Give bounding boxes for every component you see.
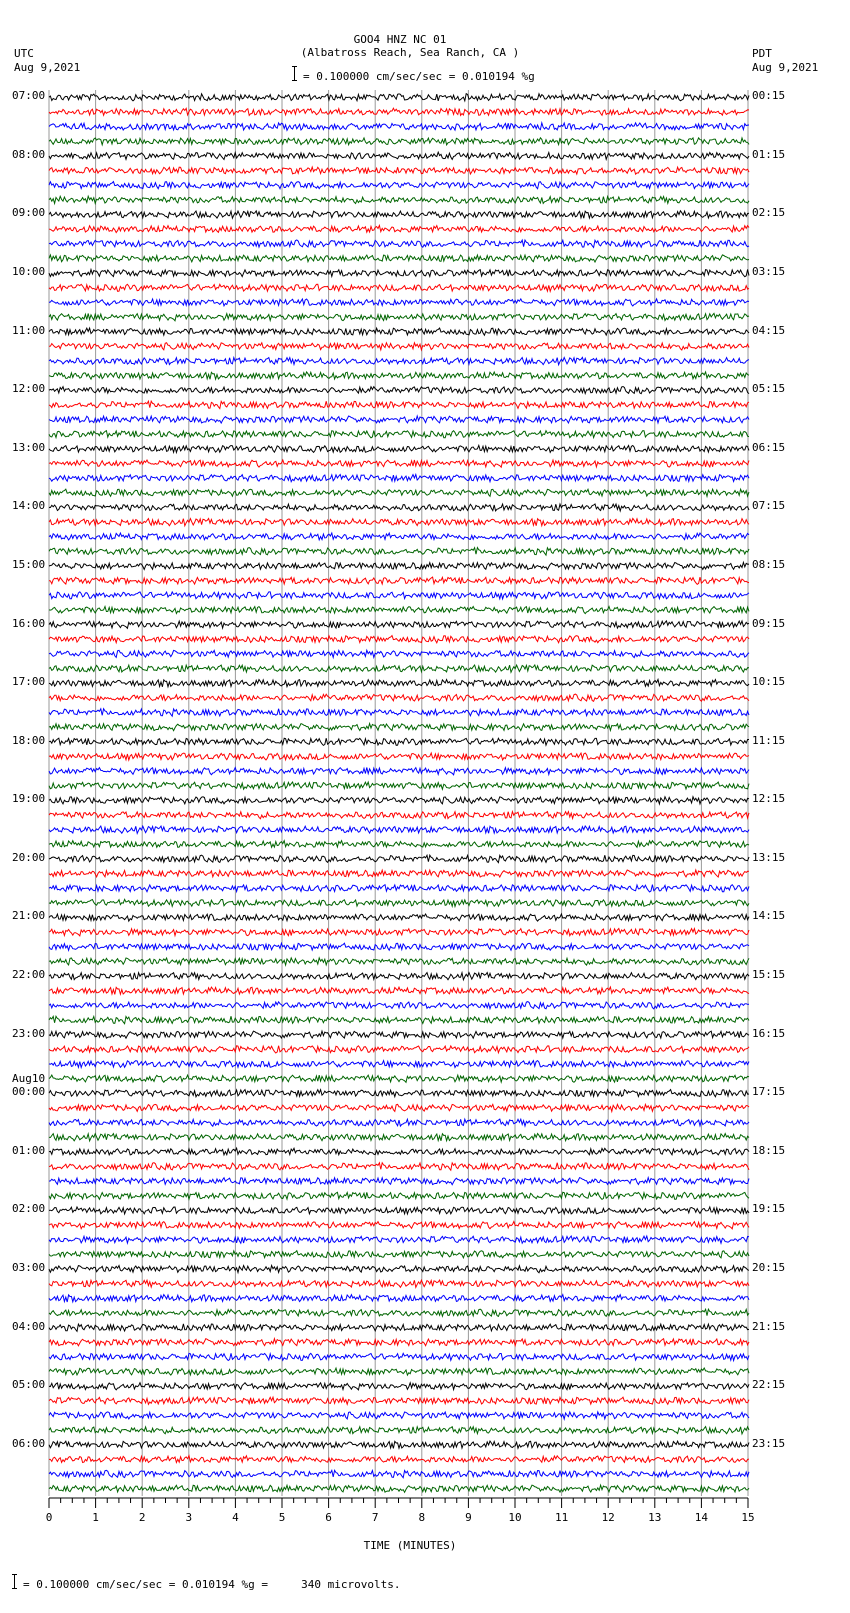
utc-hour-label: 10:00 bbox=[12, 265, 46, 279]
seismic-trace bbox=[49, 592, 749, 599]
x-tick-label: 1 bbox=[92, 1511, 99, 1524]
seismic-trace bbox=[49, 973, 749, 980]
seismic-trace bbox=[49, 152, 749, 159]
seismic-trace bbox=[49, 724, 749, 731]
seismic-trace bbox=[49, 1046, 749, 1053]
scale-text: = 0.100000 cm/sec/sec = 0.010194 %g bbox=[303, 70, 535, 83]
pdt-hour-label: 22:15 bbox=[752, 1378, 786, 1392]
seismic-trace bbox=[49, 812, 749, 819]
utc-hour-label: 05:00 bbox=[12, 1378, 46, 1392]
utc-hour-label: 00:00 bbox=[12, 1085, 46, 1099]
x-tick-label: 15 bbox=[741, 1511, 755, 1524]
seismic-trace bbox=[49, 679, 749, 686]
x-tick-label: 12 bbox=[601, 1511, 615, 1524]
pdt-hour-label: 00:15 bbox=[752, 89, 786, 103]
x-tick-label: 13 bbox=[648, 1511, 662, 1524]
seismic-trace bbox=[49, 343, 749, 350]
utc-hour-label: 04:00 bbox=[12, 1319, 46, 1333]
utc-hour-label: 20:00 bbox=[12, 850, 46, 864]
station-location: (Albatross Reach, Sea Ranch, CA ) bbox=[300, 46, 520, 59]
seismic-trace bbox=[49, 855, 749, 862]
pdt-hour-label: 19:15 bbox=[752, 1202, 786, 1216]
seismic-trace bbox=[49, 1470, 749, 1477]
seismic-trace bbox=[49, 182, 749, 189]
x-tick-label: 9 bbox=[465, 1511, 472, 1524]
seismic-trace bbox=[49, 108, 749, 115]
x-tick-label: 6 bbox=[325, 1511, 332, 1524]
pdt-hour-label: 14:15 bbox=[752, 909, 786, 923]
seismic-trace bbox=[49, 1485, 749, 1492]
pdt-hour-label: 09:15 bbox=[752, 616, 786, 630]
footer-scale-text: = 0.100000 cm/sec/sec = 0.010194 %g = 340 microvolts. bbox=[23, 1578, 401, 1591]
seismic-trace bbox=[49, 1119, 749, 1126]
seismic-trace bbox=[49, 665, 749, 672]
x-tick-label: 7 bbox=[371, 1511, 379, 1524]
seismic-trace bbox=[49, 914, 749, 921]
seismic-trace bbox=[49, 1456, 749, 1463]
seismic-trace bbox=[49, 958, 749, 965]
seismic-trace bbox=[49, 416, 749, 423]
seismic-trace bbox=[49, 738, 749, 745]
right-timezone: PDT bbox=[752, 47, 772, 60]
seismic-trace bbox=[49, 826, 749, 833]
pdt-hour-label: 08:15 bbox=[752, 557, 786, 571]
seismic-trace bbox=[49, 1353, 749, 1360]
utc-hour-label: 18:00 bbox=[12, 733, 46, 747]
seismic-trace bbox=[49, 431, 749, 438]
seismic-trace bbox=[49, 577, 749, 584]
seismic-trace bbox=[49, 1309, 749, 1316]
seismic-trace bbox=[49, 1412, 749, 1419]
x-tick-label: 14 bbox=[694, 1511, 709, 1524]
pdt-hour-label: 17:15 bbox=[752, 1085, 786, 1099]
seismic-trace bbox=[49, 753, 749, 760]
seismic-trace bbox=[49, 606, 749, 613]
utc-hour-label: 02:00 bbox=[12, 1202, 46, 1216]
x-tick-label: 5 bbox=[278, 1511, 286, 1524]
utc-hour-label: 03:00 bbox=[12, 1260, 46, 1274]
seismic-trace bbox=[49, 1295, 749, 1302]
seismic-trace bbox=[49, 1090, 749, 1097]
seismic-trace bbox=[49, 1002, 749, 1009]
utc-hour-label: 19:00 bbox=[12, 792, 46, 806]
seismic-trace bbox=[49, 782, 749, 789]
seismic-trace bbox=[49, 533, 749, 540]
x-tick-label: 10 bbox=[508, 1511, 522, 1524]
pdt-hour-label: 10:15 bbox=[752, 675, 786, 689]
utc-hour-label: 12:00 bbox=[12, 382, 46, 396]
seismic-trace bbox=[49, 240, 749, 248]
x-tick-label: 2 bbox=[138, 1511, 146, 1524]
seismic-trace bbox=[49, 1207, 749, 1214]
utc-hour-label: 21:00 bbox=[12, 909, 46, 923]
pdt-hour-label: 07:15 bbox=[752, 499, 786, 513]
utc-hour-label: 07:00 bbox=[12, 89, 46, 103]
utc-hour-label: 01:00 bbox=[12, 1143, 46, 1157]
seismic-trace bbox=[49, 518, 749, 525]
seismic-trace bbox=[49, 460, 749, 467]
seismic-trace bbox=[49, 841, 749, 848]
pdt-hour-label: 11:15 bbox=[752, 733, 786, 747]
pdt-hour-label: 16:15 bbox=[752, 1026, 786, 1040]
seismic-trace bbox=[49, 167, 749, 174]
x-tick-label: 11 bbox=[554, 1511, 569, 1524]
footer-scale-bar-icon bbox=[12, 1574, 17, 1589]
seismic-trace bbox=[49, 694, 749, 701]
seismic-trace bbox=[49, 357, 749, 364]
seismic-trace bbox=[49, 1163, 749, 1171]
seismic-trace bbox=[49, 1266, 749, 1273]
seismic-trace bbox=[49, 1075, 749, 1082]
seismic-trace bbox=[49, 636, 749, 643]
left-timezone: UTC bbox=[14, 47, 34, 60]
seismic-trace bbox=[49, 621, 749, 628]
x-tick-label: 4 bbox=[232, 1511, 239, 1524]
seismic-trace bbox=[49, 1192, 749, 1199]
seismic-trace bbox=[49, 123, 749, 130]
utc-hour-label: 23:00 bbox=[12, 1026, 46, 1040]
seismic-trace bbox=[49, 943, 749, 950]
station-title: GOO4 HNZ NC 01 bbox=[353, 33, 447, 46]
pdt-hour-label: 03:15 bbox=[752, 265, 786, 279]
pdt-hour-label: 02:15 bbox=[752, 206, 786, 220]
seismic-trace bbox=[49, 1368, 749, 1375]
pdt-hour-label: 20:15 bbox=[752, 1260, 786, 1274]
seismic-trace bbox=[49, 1222, 749, 1229]
utc-hour-label: 11:00 bbox=[12, 323, 46, 337]
seismic-trace bbox=[49, 1383, 749, 1390]
utc-hour-label: 13:00 bbox=[12, 440, 46, 454]
seismic-trace bbox=[49, 709, 749, 717]
seismic-trace bbox=[49, 797, 749, 804]
seismic-trace bbox=[49, 1061, 749, 1068]
seismic-trace bbox=[49, 313, 749, 320]
pdt-hour-label: 04:15 bbox=[752, 323, 786, 337]
seismic-trace bbox=[49, 401, 749, 408]
seismic-trace bbox=[49, 138, 749, 145]
date-change-label: Aug10 bbox=[12, 1072, 46, 1086]
utc-hour-label: 22:00 bbox=[12, 968, 46, 982]
seismic-trace bbox=[49, 899, 749, 906]
left-date: Aug 9,2021 bbox=[14, 61, 81, 74]
seismic-trace bbox=[49, 211, 749, 218]
seismic-trace bbox=[49, 225, 749, 232]
seismic-trace bbox=[49, 1031, 749, 1038]
utc-hour-label: 06:00 bbox=[12, 1436, 46, 1450]
seismic-trace bbox=[49, 768, 749, 775]
seismic-trace bbox=[49, 284, 749, 291]
seismic-trace bbox=[49, 1280, 749, 1287]
pdt-hour-label: 18:15 bbox=[752, 1143, 786, 1157]
seismic-trace bbox=[49, 372, 749, 379]
seismic-trace bbox=[49, 1397, 749, 1404]
seismic-trace bbox=[49, 1016, 749, 1023]
utc-hour-label: 15:00 bbox=[12, 557, 46, 571]
seismic-trace bbox=[49, 94, 749, 101]
seismic-trace bbox=[49, 987, 749, 994]
right-date: Aug 9,2021 bbox=[752, 61, 819, 74]
seismic-trace bbox=[49, 1104, 749, 1111]
x-tick-label: 8 bbox=[418, 1511, 426, 1524]
seismic-trace bbox=[49, 489, 749, 496]
pdt-hour-label: 05:15 bbox=[752, 382, 786, 396]
seismic-trace bbox=[49, 270, 749, 277]
seismic-trace bbox=[49, 1148, 749, 1155]
utc-hour-label: 17:00 bbox=[12, 675, 46, 689]
seismic-trace bbox=[49, 1427, 749, 1434]
utc-hour-label: 09:00 bbox=[12, 206, 46, 220]
seismic-trace bbox=[49, 1251, 749, 1258]
seismic-trace bbox=[49, 1339, 749, 1346]
pdt-hour-label: 23:15 bbox=[752, 1436, 786, 1450]
seismic-trace bbox=[49, 929, 749, 936]
pdt-hour-label: 15:15 bbox=[752, 968, 786, 982]
x-axis-label: TIME (MINUTES) bbox=[363, 1539, 457, 1552]
seismic-trace bbox=[49, 1441, 749, 1448]
seismic-trace bbox=[49, 387, 749, 394]
seismic-trace bbox=[49, 885, 749, 892]
x-tick-label: 3 bbox=[185, 1511, 193, 1524]
seismic-trace bbox=[49, 650, 749, 657]
utc-hour-label: 14:00 bbox=[12, 499, 46, 513]
seismic-trace bbox=[49, 299, 749, 306]
seismic-trace bbox=[49, 504, 749, 511]
seismic-trace bbox=[49, 562, 749, 569]
seismic-trace bbox=[49, 328, 749, 335]
utc-hour-label: 16:00 bbox=[12, 616, 46, 630]
pdt-hour-label: 01:15 bbox=[752, 147, 786, 161]
seismic-trace bbox=[49, 870, 749, 877]
pdt-hour-label: 06:15 bbox=[752, 440, 786, 454]
seismic-trace bbox=[49, 255, 749, 262]
seismic-trace bbox=[49, 1324, 749, 1331]
seismic-trace bbox=[49, 475, 749, 482]
x-tick-label: 0 bbox=[45, 1511, 53, 1524]
pdt-hour-label: 21:15 bbox=[752, 1319, 786, 1333]
utc-hour-label: 08:00 bbox=[12, 147, 46, 161]
seismic-trace bbox=[49, 196, 749, 203]
seismic-trace bbox=[49, 548, 749, 556]
pdt-hour-label: 12:15 bbox=[752, 792, 786, 806]
seismic-trace bbox=[49, 1236, 749, 1243]
pdt-hour-label: 13:15 bbox=[752, 850, 786, 864]
seismic-trace bbox=[49, 1134, 749, 1141]
seismic-trace bbox=[49, 445, 749, 452]
seismic-trace bbox=[49, 1178, 749, 1185]
